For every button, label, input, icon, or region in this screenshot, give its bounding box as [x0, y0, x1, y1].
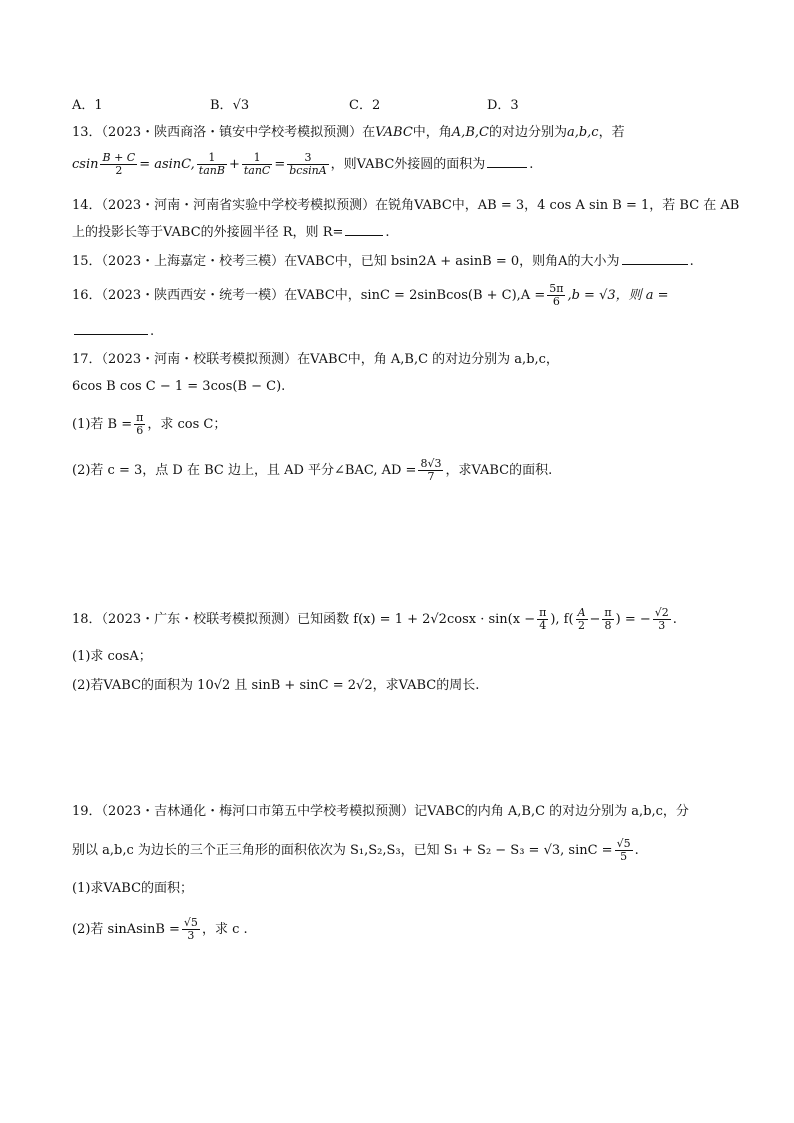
q19-p2-fraction: $\frac{√5}{3}$ [183, 916, 198, 942]
option-d: D．3 [487, 98, 519, 113]
q19-part1: (1)求VABC的面积； [72, 881, 194, 896]
q14-line2: 上的投影长等于VABC的外接圆半径 R，则 R= . [72, 225, 390, 240]
q15-line: 15．（2023・上海嘉定・校考三模）在VABC中，已知 bsin2A + asinB = 0，则角A的大小为 . [72, 254, 694, 269]
q18-fraction-3: $\frac{\pi}{8}$ [604, 606, 612, 632]
q16-answer-blank[interactable] [74, 322, 148, 335]
q19-part2: (2)若 sinAsinB = $\frac{√5}{3}$ ，求 c . [72, 916, 248, 942]
q19-line2-fraction: $\frac{√5}{5}$ [616, 837, 631, 863]
q13-line2: csin $\frac{B + C}{2}$ = asinC, $\frac{1}{\tan B}$ + $\frac{1}{\tan C}$ = $\frac{3}{bcsinA}$ ，则VABC外接圆的面积为 . [72, 151, 534, 177]
q19-line2: 别以 a,b,c 为边长的三个正三角形的面积依次为 S₁,S₂,S₃，已知 S₁ + S₂ − S₃ = √3, sinC = $\frac{√5}{5}$ . [72, 837, 639, 863]
q17-p1-fraction: $\frac{\pi}{6}$ [136, 411, 144, 437]
q14-line1: 14．（2023・河南・河南省实验中学校考模拟预测）在锐角VABC中，AB = 3，4 cos A sin B = 1，若 BC 在 AB [72, 198, 740, 213]
q18-part2: (2)若VABC的面积为 10√2 且 sinB + sinC = 2√2，求VABC的周长. [72, 678, 480, 693]
q18-line1: 18．（2023・广东・校联考模拟预测）已知函数 f(x) = 1 + 2√2cosx · sin(x − $\frac{\pi}{4}$ ), f( $\frac{A}{2}$ − $\frac{\pi}{8}$ ) = − $\frac{√2}{3}$ . [72, 606, 677, 632]
q16-line2: . [72, 322, 154, 341]
q17-part1: (1)若 B = $\frac{\pi}{6}$ ，求 cos C； [72, 411, 227, 437]
q17-line1: 17．（2023・河南・校联考模拟预测）在VABC中，角 A,B,C 的对边分别为 a,b,c， [72, 352, 559, 367]
q15-answer-blank[interactable] [622, 252, 688, 265]
q13-fraction-4: $\frac{3}{bcsinA}$ [289, 151, 327, 177]
q18-part1: (1)求 cosA； [72, 649, 152, 664]
q13-fraction-3: $\frac{1}{\tan C}$ [243, 151, 271, 177]
q13-answer-blank[interactable] [487, 155, 527, 168]
option-b-value: √3 [232, 98, 250, 113]
q13-line1: 13．（2023・陕西商洛・镇安中学校考模拟预测）在VABC中，角A,B,C的对边分别为a,b,c，若 [72, 125, 625, 140]
option-b: B．√3 [210, 98, 250, 113]
q19-line1: 19．（2023・吉林通化・梅河口市第五中学校考模拟预测）记VABC的内角 A,B,C 的对边分别为 a,b,c，分 [72, 804, 689, 819]
q16-fraction: $\frac{5\pi}{6}$ [549, 282, 564, 308]
option-a: A．1 [72, 98, 103, 113]
q18-fraction-4: $\frac{√2}{3}$ [654, 606, 669, 632]
q13-fraction-1: $\frac{B + C}{2}$ [102, 151, 136, 177]
option-c: C．2 [349, 98, 381, 113]
q14-answer-blank[interactable] [345, 223, 383, 236]
q18-fraction-1: $\frac{\pi}{4}$ [539, 606, 547, 632]
q17-part2: (2)若 c = 3，点 D 在 BC 边上，且 AD 平分∠BAC, AD = $\frac{8√3}{7}$ ，求VABC的面积. [72, 457, 553, 483]
q17-line2: 6cos B cos C − 1 = 3cos(B − C). [72, 379, 286, 394]
q18-fraction-2: $\frac{A}{2}$ [577, 606, 586, 632]
q17-p2-fraction: $\frac{8√3}{7}$ [420, 457, 442, 483]
q16-line1: 16．（2023・陕西西安・统考一模）在VABC中，sinC = 2sinBcos(B + C),A = $\frac{5\pi}{6}$ ,b = √3，则 a = [72, 282, 669, 308]
q13-fraction-2: $\frac{1}{\tan B}$ [198, 151, 225, 177]
